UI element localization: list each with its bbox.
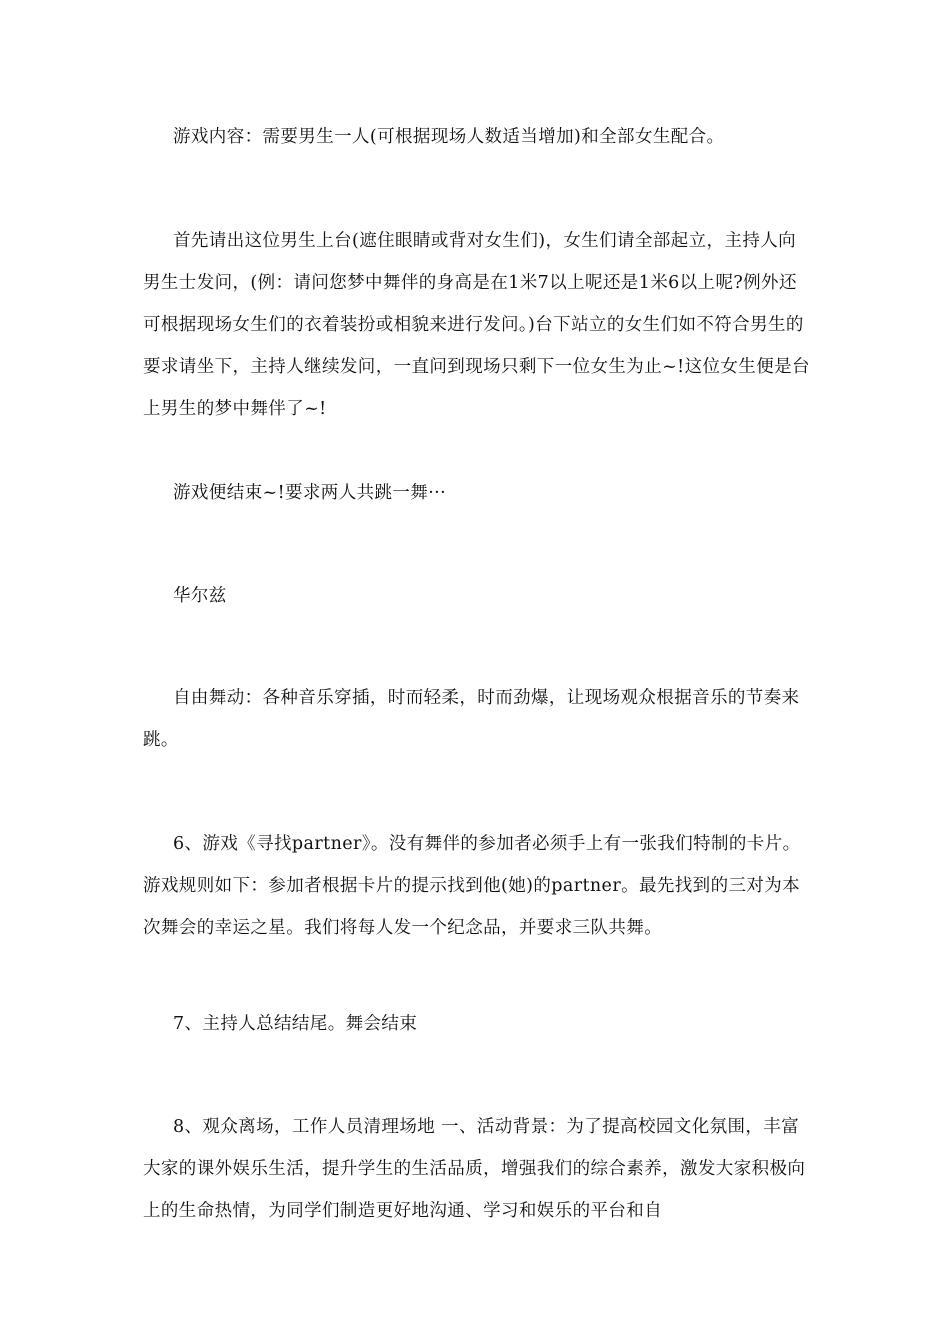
paragraph-waltz: 华尔兹 — [173, 586, 227, 606]
paragraph-item-8: 8、观众离场，工作人员清理场地 一、活动背景：为了提高校园文化氛围，丰富大家的课外娱乐生活，提升学生的生活品质，增强我们的综合素养，激发大家积极向上的生命热情，为同学们制造更好地沟通、学习和娱乐的平台和自 — [143, 1117, 806, 1221]
paragraph-item-7: 7、主持人总结结尾。舞会结束 — [173, 1014, 418, 1034]
paragraph-item-6: 6、游戏《寻找partner》。没有舞伴的参加者必须手上有一张我们特制的卡片。游戏规则如下：参加者根据卡片的提示找到他(她)的partner。最先找到的三对为本次舞会的幸运之星。我们将每人发一个纪念品，并要求三队共舞。 — [143, 834, 801, 938]
paragraph-game-end: 游戏便结束~!要求两人共跳一舞··· — [173, 483, 447, 503]
paragraph-game-procedure: 首先请出这位男生上台(遮住眼睛或背对女生们)，女生们请全部起立，主持人向男生士发问，(例：请问您梦中舞伴的身高是在1米7以上呢还是1米6以上呢?例外还可根据现场女生们的衣着装扮或相貌来进行发问。)台下站立的女生们如不符合男生的要求请坐下，主持人继续发问，一直问到现场只剩下一位女生为止~!这位女生便是台上男生的梦中舞伴了~! — [143, 231, 810, 419]
paragraph-free-dance: 自由舞动：各种音乐穿插，时而轻柔，时而劲爆，让现场观众根据音乐的节奏来跳。 — [143, 688, 800, 750]
paragraph-game-content: 游戏内容：需要男生一人(可根据现场人数适当增加)和全部女生配合。 — [173, 127, 725, 147]
